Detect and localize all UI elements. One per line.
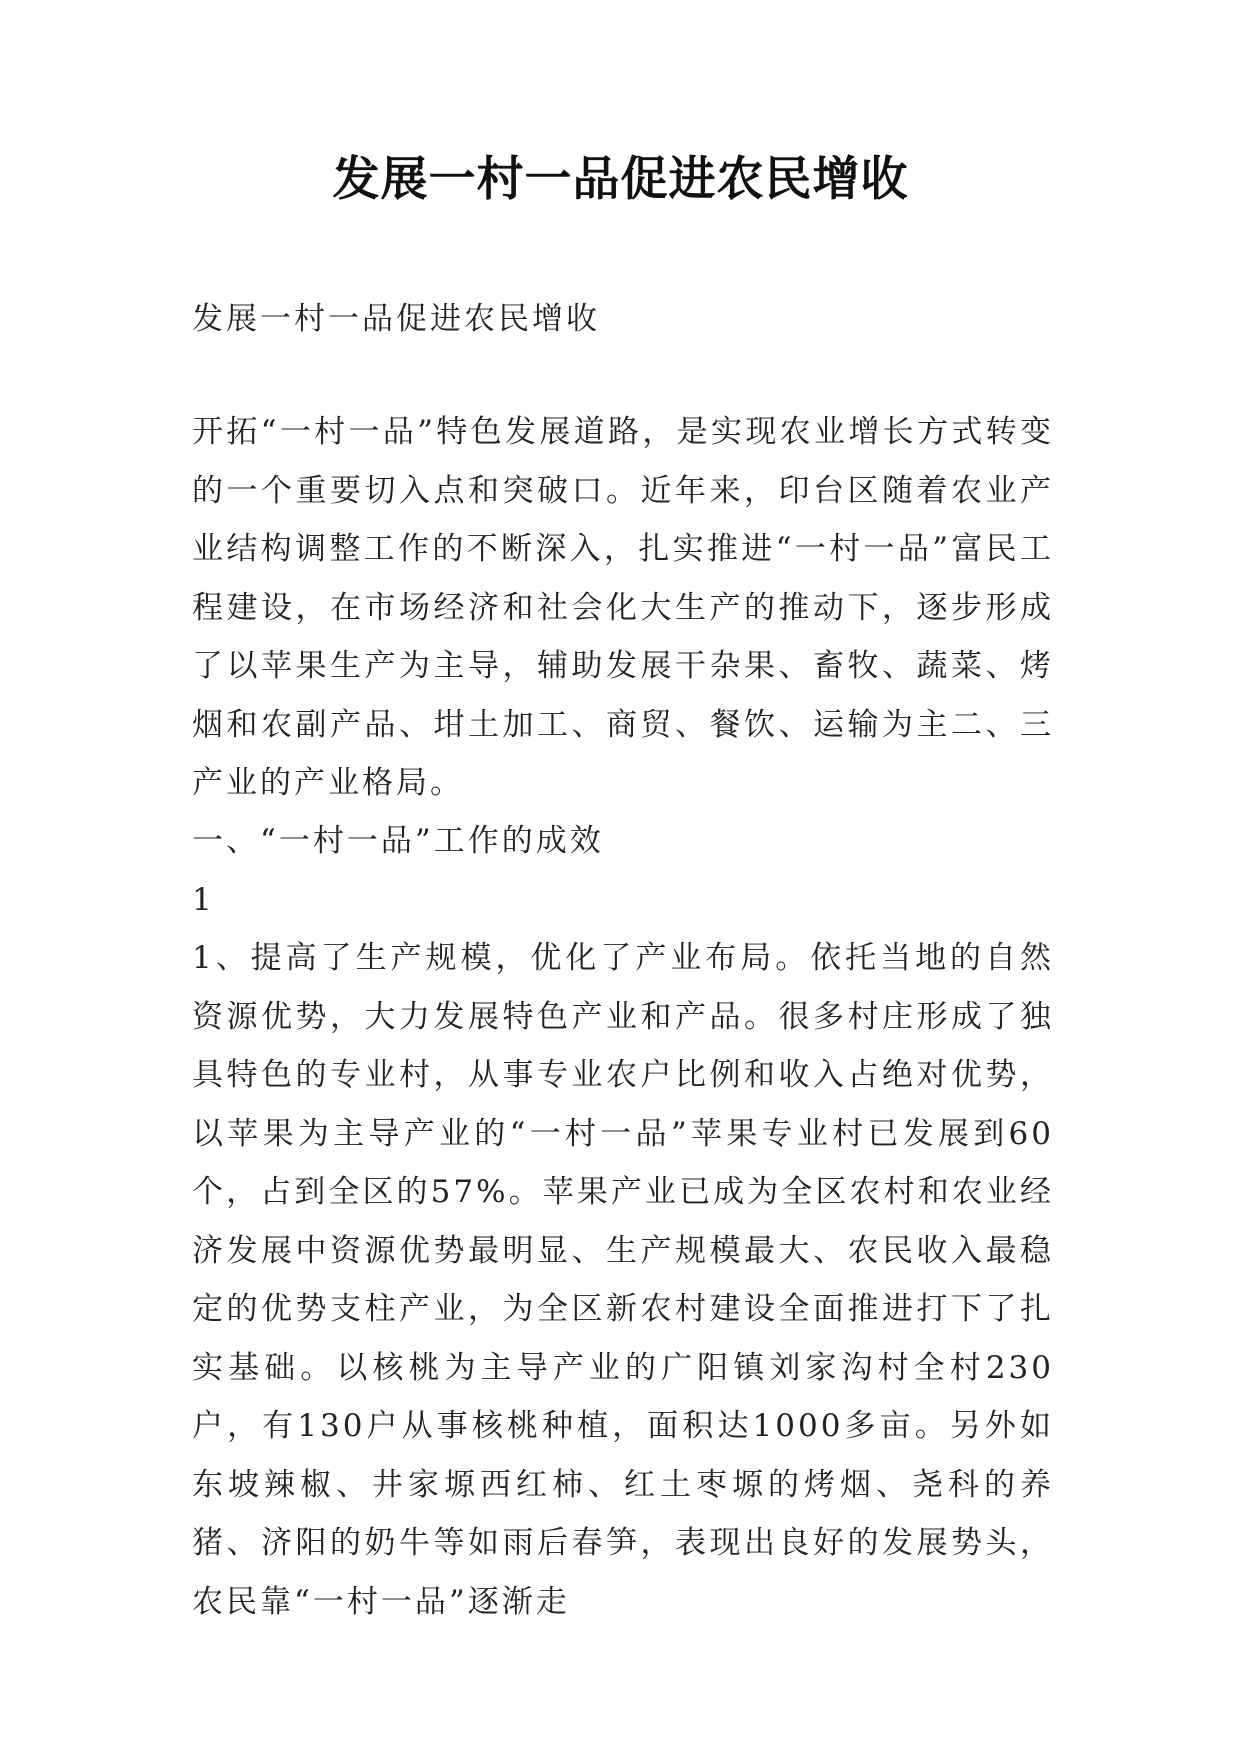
document-title: 发展一村一品促进农民增收 bbox=[332, 152, 909, 207]
page-number: 1 bbox=[192, 882, 215, 918]
section-heading: 一、“一村一品”工作的成效 bbox=[192, 823, 604, 859]
intro-paragraph: 开拓“一村一品”特色发展道路，是实现农业增长方式转变的一个重要切入点和突破口。近年来，印台区随着农业产业结构调整工作的不断深入，扎实推进“一村一品”富民工程建设，在市场经济和社会化大生产的推动下，逐步形成了以苹果生产为主导，辅助发展干杂果、畜牧、蔬菜、烤烟和农副产品、坩土加工、商贸、餐饮、运输为主二、三产业的产业格局。 bbox=[192, 414, 1054, 801]
document-subtitle: 发展一村一品促进农民增收 bbox=[192, 301, 600, 337]
section-paragraph: 1、提高了生产规模，优化了产业布局。依托当地的自然资源优势，大力发展特色产业和产品。很多村庄形成了独具特色的专业村，从事专业农户比例和收入占绝对优势，以苹果为主导产业的“一村一品”苹果专业村已发展到60个，占到全区的57%。苹果产业已成为全区农村和农业经济发展中资源优势最明显、生产规模最大、农民收入最稳定的优势支柱产业，为全区新农村建设全面推进打下了扎实基础。以核桃为主导产业的广阳镇刘家沟村全村230户，有130户从事核桃种植，面积达1000多亩。另外如东坡辣椒、井家塬西红柿、红土枣塬的烤烟、尧科的养猪、济阳的奶牛等如雨后春笋，表现出良好的发展势头，农民靠“一村一品”逐渐走 bbox=[192, 940, 1054, 1620]
